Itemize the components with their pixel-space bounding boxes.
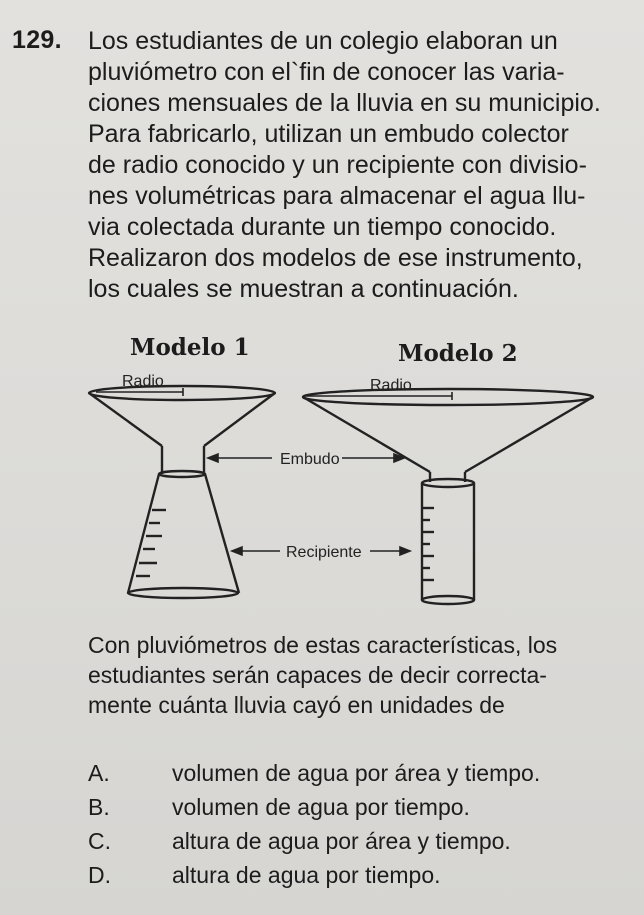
followup-line: estudiantes serán capaces de decir correcta- — [88, 662, 547, 688]
question-number: 129. — [12, 26, 62, 54]
option-letter: C. — [88, 828, 111, 854]
radio-label-model-2: Radio — [370, 377, 412, 394]
model-2-funnel-right — [465, 397, 593, 472]
embudo-label: Embudo — [280, 451, 340, 468]
model-2-funnel-rim — [303, 389, 593, 405]
stem-line: de radio conocido y un recipiente con divisio- — [88, 151, 587, 179]
option-text: volumen de agua por área y tiempo. — [172, 760, 541, 786]
stem-line: via colectada durante un tiempo conocido. — [88, 213, 557, 241]
model-1-container-top — [159, 471, 205, 477]
stem-line: Para fabricarlo, utilizan un embudo colector — [88, 120, 569, 148]
model-2-title: Modelo 2 — [398, 340, 518, 367]
model-1-funnel-right — [204, 393, 275, 446]
option-text: altura de agua por área y tiempo. — [172, 828, 511, 854]
model-1-title: Modelo 1 — [130, 334, 250, 361]
option-text: volumen de agua por tiempo. — [172, 794, 470, 820]
option-letter: B. — [88, 794, 110, 820]
model-2-cylinder-top — [422, 479, 474, 487]
question-stem — [88, 26, 633, 305]
stem-line: los cuales se muestran a continuación. — [88, 275, 519, 303]
option-letter: D. — [88, 862, 111, 888]
stem-line: pluviómetro con el`fin de conocer las varia- — [88, 58, 565, 86]
pluviometer-figure — [0, 360, 644, 610]
model-2-drawing — [303, 389, 593, 604]
followup-line: Con pluviómetros de estas características, los — [88, 632, 558, 658]
stem-line: ciones mensuales de la lluvia en su municipio. — [88, 89, 601, 117]
model-1-funnel-left — [89, 393, 162, 446]
label-arrows — [208, 454, 410, 555]
model-1-container-base — [128, 588, 238, 598]
followup-line: mente cuánta lluvia cayó en unidades de — [88, 692, 505, 718]
stem-line: Realizaron dos modelos de ese instrumento, — [88, 244, 583, 272]
model-1-container-right — [205, 474, 239, 593]
recipiente-label: Recipiente — [286, 544, 362, 561]
model-1-funnel-rim — [89, 386, 275, 400]
radio-label-model-1: Radio — [122, 373, 164, 390]
stem-line: Los estudiantes de un colegio elaboran un — [88, 27, 558, 55]
option-text: altura de agua por tiempo. — [172, 862, 441, 888]
model-1-drawing — [89, 386, 275, 598]
model-2-cylinder-base — [422, 596, 474, 604]
question-followup — [88, 630, 633, 720]
stem-line: nes volumétricas para almacenar el agua llu- — [88, 182, 586, 210]
option-letter: A. — [88, 760, 110, 786]
